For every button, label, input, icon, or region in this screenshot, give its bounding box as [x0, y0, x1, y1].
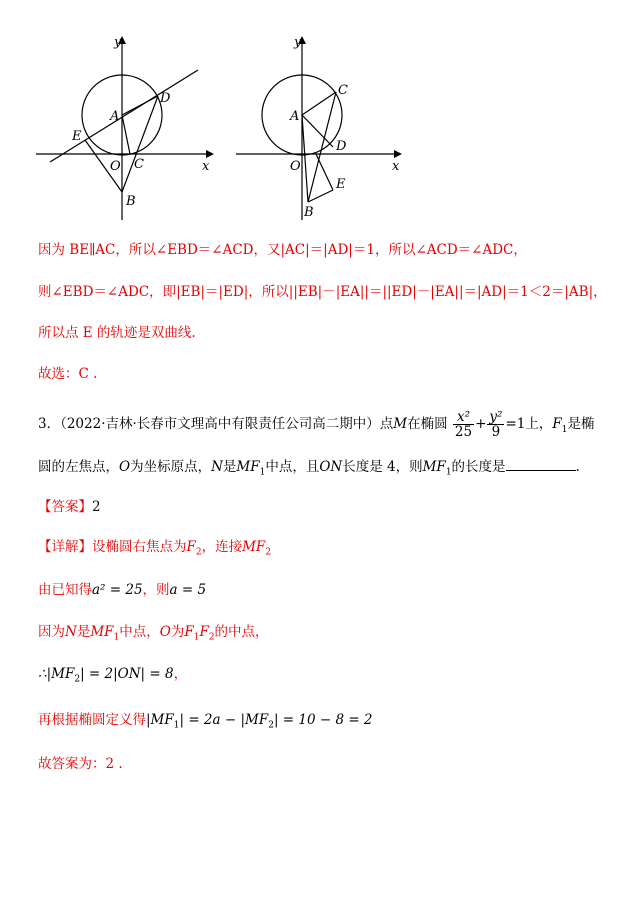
fraction-y2-9: $\frac{\text{y²}}{9}$	[489, 409, 503, 441]
solution-line-1: 因为 BE∥AC，所以∠EBD＝∠ACD，又|AC|＝|AD|＝1，所以∠ACD＝∠ADC，	[38, 242, 527, 258]
solution-line-3: 所以点 E 的轨迹是双曲线.	[38, 325, 196, 341]
question-3-line-2: 圆的左焦点，O为坐标原点，N是$MF_1$中点，且ON长度是 4，则$MF_1$的长度是 .	[38, 459, 580, 478]
figure-left	[30, 30, 220, 220]
label-O: O	[110, 159, 121, 174]
label-y: y	[294, 35, 302, 50]
label-A: A	[290, 109, 300, 124]
detail-line-5: 再根据椭圆定义得$|MF_1| = 2a - |MF_2| = 10 - 8 = 2$	[38, 712, 373, 731]
detail-line-1: 【详解】设椭圆右焦点为$F_2$，连接$MF_2$	[38, 539, 272, 558]
label-E: E	[72, 129, 82, 144]
label-x: x	[392, 159, 400, 174]
label-B: B	[304, 205, 314, 220]
solution-line-4: 故选：C .	[38, 366, 98, 382]
label-D: D	[336, 139, 347, 154]
answer-blank	[506, 458, 576, 471]
label-B: B	[126, 194, 136, 209]
answer-value: 2	[92, 499, 101, 515]
detail-line-6: 故答案为：2 .	[38, 756, 123, 772]
detail-line-3: 因为N是$MF_1$中点，O为$F_1F_2$的中点，	[38, 624, 269, 643]
answer-label: 【答案】	[38, 499, 92, 515]
label-C: C	[338, 83, 348, 98]
label-C: C	[134, 157, 144, 172]
answer-line	[38, 495, 101, 515]
label-E: E	[336, 177, 346, 192]
detail-line-2: 由已知得a² = 25，则a = 5	[38, 582, 207, 598]
fraction-x2-25: $\frac{\text{x²}}{25}$	[454, 409, 473, 441]
solution-line-2: 则∠EBD＝∠ADC，即|EB|＝|ED|，所以||EB|－|EA||＝||ED|－|EA||＝|AD|＝1＜2＝|AB|，	[38, 284, 607, 300]
label-y: y	[114, 35, 122, 50]
label-x: x	[202, 159, 210, 174]
detail-line-4: $\therefore|MF_2| = 2|ON| = 8$，	[38, 666, 188, 685]
question-3-line-1: 3．（2022·吉林·长春市文理高中有限责任公司高二期中）点M在椭圆 $\frac{\text{x²}}{25}$ + $\frac{\text{y²}}{9}$ =1上，$F_1$是椭	[38, 409, 595, 441]
label-D: D	[160, 91, 171, 106]
label-A: A	[110, 109, 120, 124]
figure-right	[230, 30, 410, 220]
label-O: O	[290, 159, 301, 174]
